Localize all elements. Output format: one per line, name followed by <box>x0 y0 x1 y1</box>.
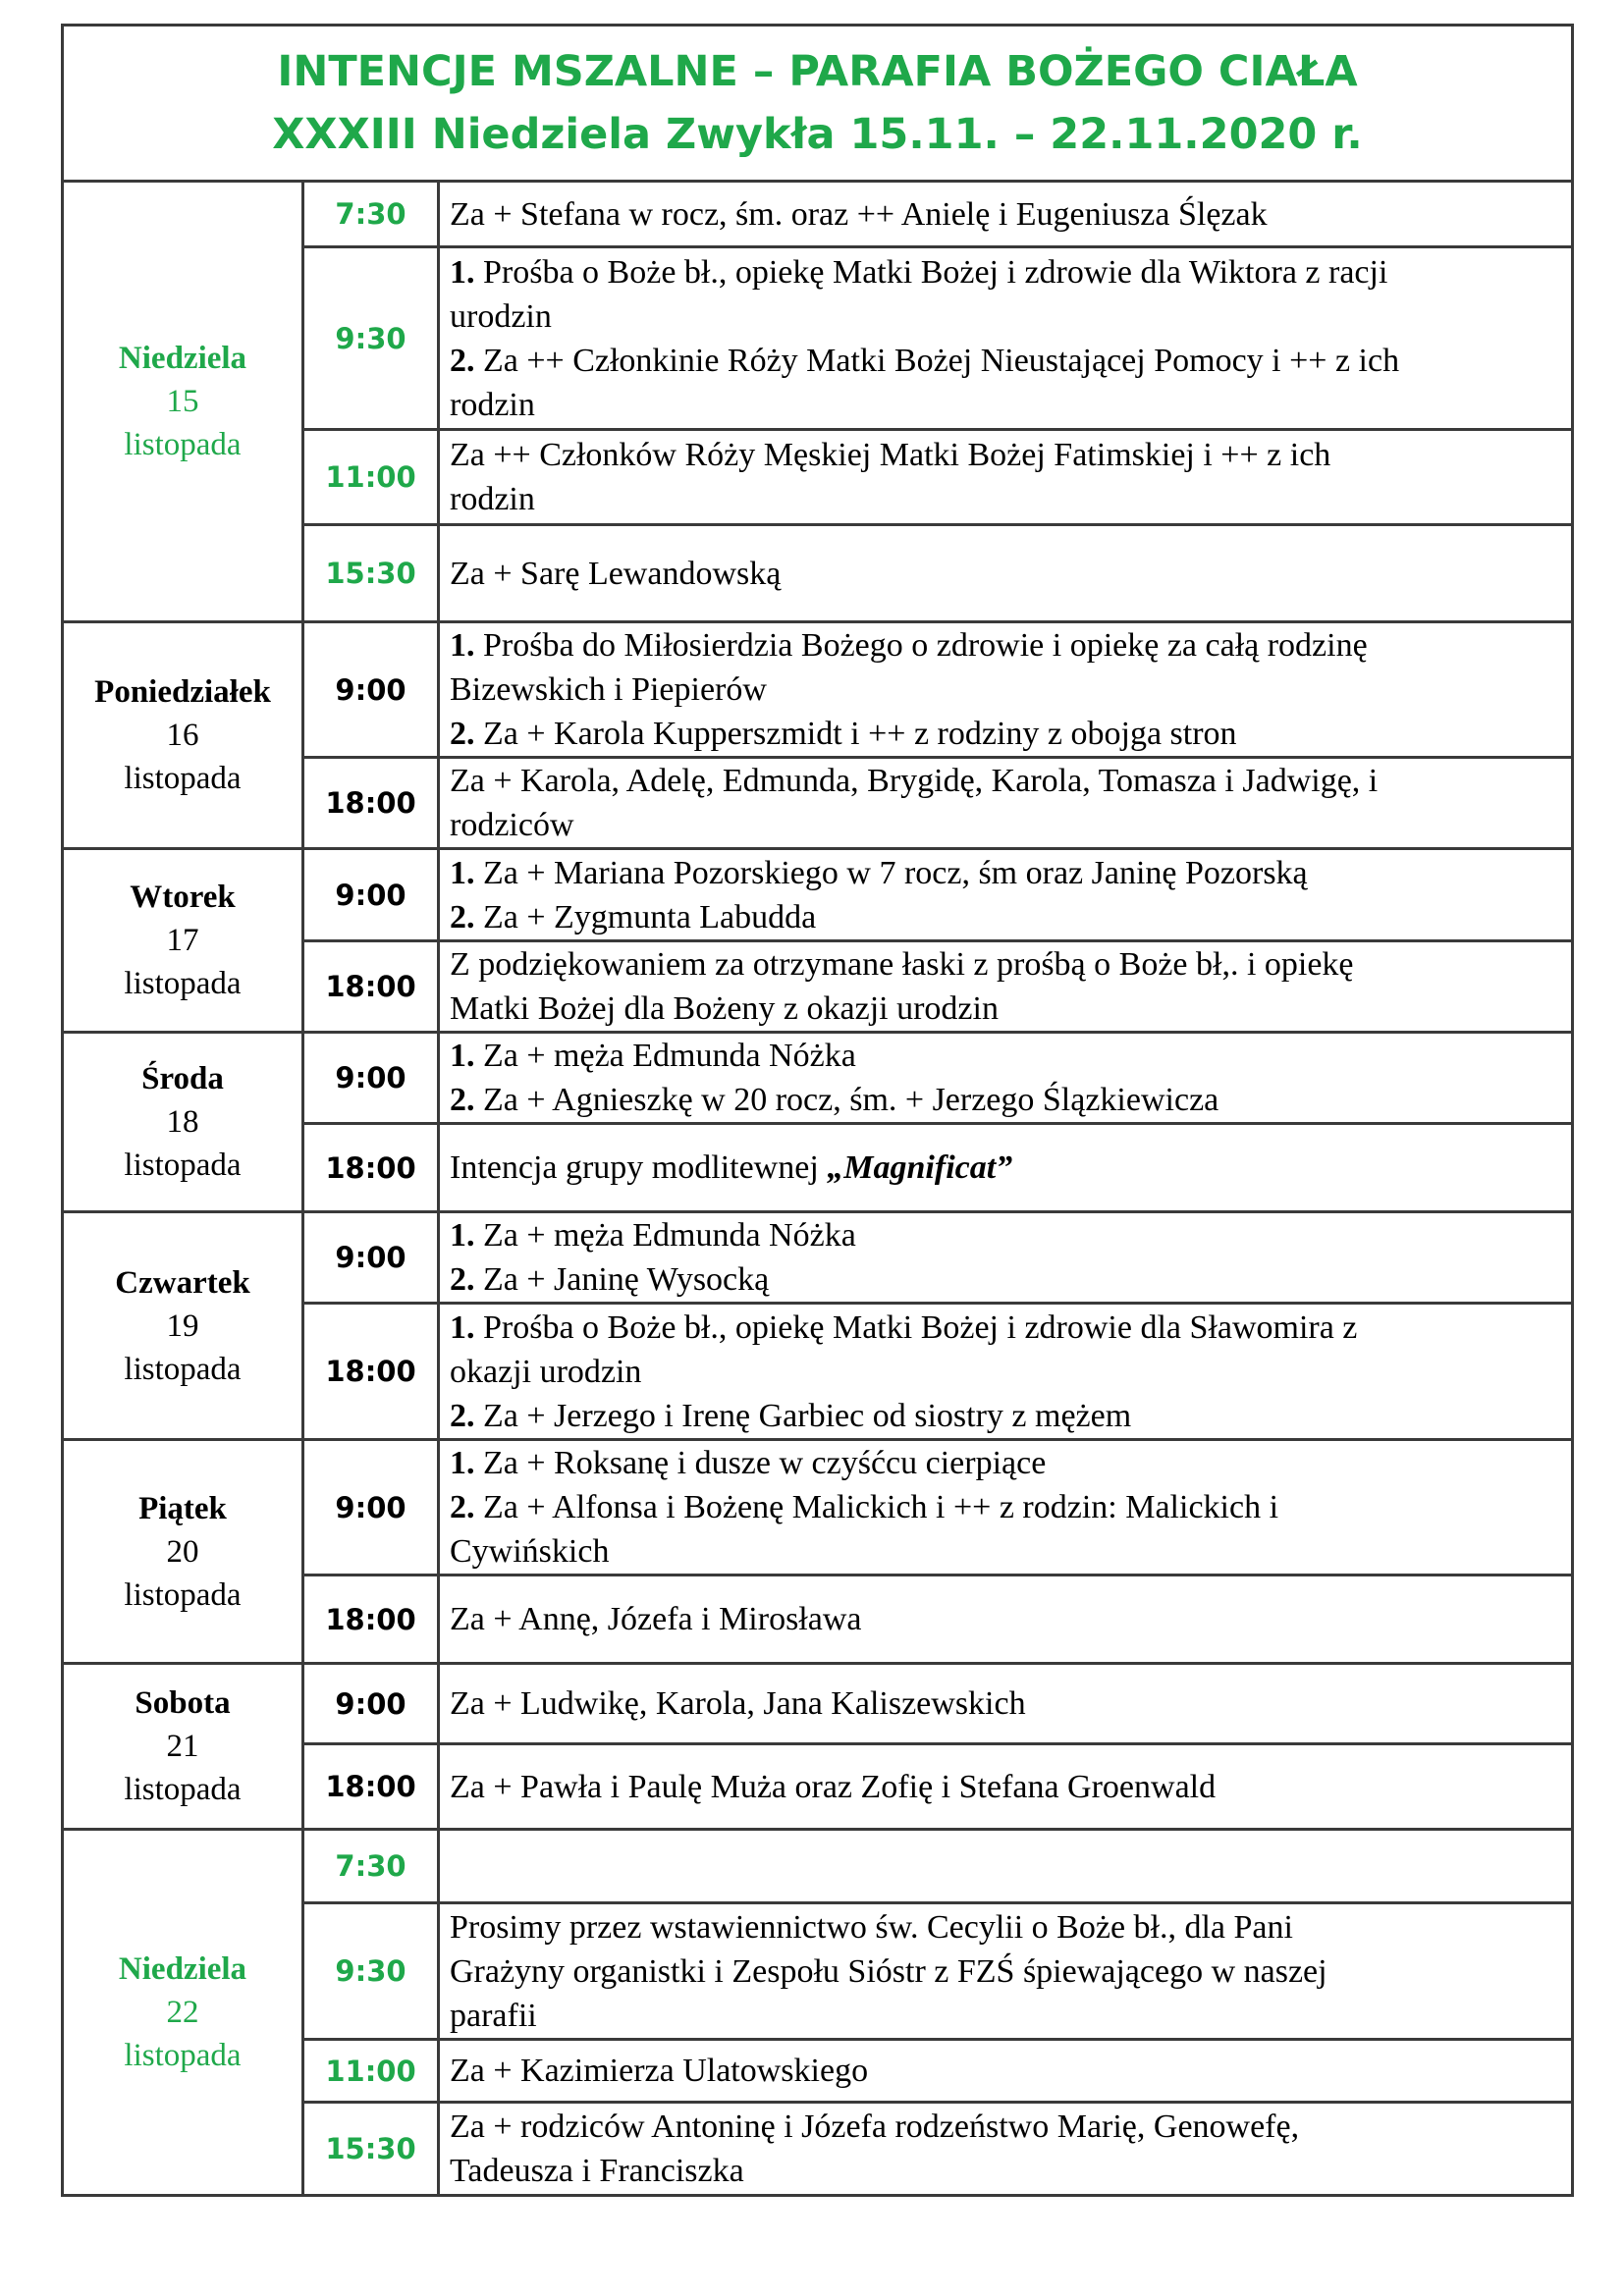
intention-cell <box>439 1033 1573 1124</box>
mass-time: 18:00 <box>303 1124 439 1212</box>
title-line-2: XXXIII Niedziela Zwykła 15.11. – 22.11.2020 r. <box>272 110 1363 159</box>
intention-line: Tadeusza i Franciszka <box>450 2153 744 2189</box>
intention-line: Za + Stefana w rocz, śm. oraz ++ Anielę i Eugeniusza Ślęzak <box>450 195 1268 233</box>
intention-number: 1. <box>450 1217 475 1254</box>
intention-cell <box>439 1903 1573 2040</box>
mass-time: 9:00 <box>303 1440 439 1575</box>
table-row <box>63 1830 1573 1903</box>
day-name: Czwartek <box>115 1264 250 1301</box>
intention-number: 2. <box>450 1261 475 1298</box>
intention-cell <box>439 182 1573 247</box>
intention-cell <box>439 2103 1573 2196</box>
table-row <box>63 622 1573 758</box>
intention-number: 2. <box>450 1489 475 1525</box>
intention-number: 1. <box>450 854 475 891</box>
intention-line: Za + Janinę Wysocką <box>483 1261 770 1298</box>
mass-time: 18:00 <box>303 941 439 1033</box>
mass-time: 9:00 <box>303 849 439 941</box>
intention-cell <box>439 1575 1573 1664</box>
intention-line: Prośba o Boże bł., opiekę Matki Bożej i zdrowie dla Wiktora z racji <box>483 253 1388 291</box>
intention-line: Prośba o Boże bł., opiekę Matki Bożej i zdrowie dla Sławomira z <box>483 1308 1358 1346</box>
day-cell-saturday-21 <box>63 1664 303 1830</box>
intentions-table <box>61 24 1574 2197</box>
intention-line: Intencja grupy modlitewnej <box>450 1149 819 1186</box>
intention-line: Za + Alfonsa i Bożenę Malickich i ++ z rodzin: Malickich i <box>483 1489 1279 1525</box>
mass-time: 7:30 <box>303 1830 439 1903</box>
intention-line: okazji urodzin <box>450 1353 642 1390</box>
intention-line: Grażyny organistki i Zespołu Sióstr z FZŚ śpiewającego w naszej <box>450 1952 1327 1990</box>
mass-time: 11:00 <box>303 2040 439 2103</box>
mass-time: 9:00 <box>303 622 439 758</box>
day-month: listopada <box>124 1576 242 1613</box>
day-cell-wednesday-18 <box>63 1033 303 1212</box>
day-name: Niedziela <box>118 1951 247 1987</box>
day-cell-friday-20 <box>63 1440 303 1664</box>
day-name: Poniedziałek <box>94 674 271 710</box>
day-date: 19 <box>166 1308 199 1344</box>
intention-line: Matki Bożej dla Bożeny z okazji urodzin <box>450 990 999 1027</box>
day-date: 18 <box>166 1104 199 1140</box>
day-name: Niedziela <box>118 341 247 376</box>
day-month: listopada <box>124 966 242 1001</box>
table-row <box>63 1212 1573 1304</box>
intention-line: Za + męża Edmunda Nóżka <box>483 1038 856 1074</box>
title-row <box>63 26 1573 182</box>
day-month: listopada <box>124 1772 242 1807</box>
intention-number: 1. <box>450 627 475 664</box>
intention-line: rodzin <box>450 386 535 423</box>
table-row <box>63 182 1573 247</box>
intention-line: Za + Zygmunta Labudda <box>483 898 817 935</box>
intention-line: Z podziękowaniem za otrzymane łaski z prośbą o Boże bł,. i opiekę <box>450 946 1354 983</box>
day-cell-thursday-19 <box>63 1212 303 1440</box>
intention-number: 2. <box>450 1397 475 1434</box>
intention-cell <box>439 758 1573 849</box>
day-cell-monday-16 <box>63 622 303 849</box>
day-cell-tuesday-17 <box>63 849 303 1033</box>
intention-cell <box>439 247 1573 430</box>
title-line-1: INTENCJE MSZALNE – PARAFIA BOŻEGO CIAŁA <box>277 47 1358 96</box>
day-month: listopada <box>124 1148 242 1183</box>
day-date: 16 <box>166 718 199 753</box>
intention-line: rodzin <box>450 481 535 517</box>
group-name: „Magnificat” <box>827 1149 1013 1186</box>
intention-cell <box>439 1744 1573 1830</box>
day-cell-sunday-22 <box>63 1830 303 2196</box>
intention-number: 1. <box>450 1445 475 1481</box>
intention-cell <box>439 849 1573 941</box>
mass-time: 7:30 <box>303 182 439 247</box>
mass-time: 18:00 <box>303 1575 439 1664</box>
intentions-sheet <box>61 24 1571 2197</box>
day-date: 20 <box>166 1533 199 1570</box>
intention-cell <box>439 1124 1573 1212</box>
day-name: Sobota <box>135 1685 231 1721</box>
intention-cell <box>439 525 1573 622</box>
intention-number: 2. <box>450 898 475 935</box>
intention-line: Za + Sarę Lewandowską <box>450 555 782 592</box>
mass-time: 11:00 <box>303 430 439 525</box>
intention-cell <box>439 1304 1573 1440</box>
intention-cell <box>439 1440 1573 1575</box>
day-name: Piątek <box>138 1490 227 1526</box>
page-title <box>63 26 1573 182</box>
table-row <box>63 1664 1573 1744</box>
intention-cell <box>439 622 1573 758</box>
mass-time: 15:30 <box>303 2103 439 2196</box>
intention-line: Za + Jerzego i Irenę Garbiec od siostry z mężem <box>483 1397 1132 1434</box>
intention-line: rodziców <box>450 807 574 843</box>
intention-line: Za + Roksanę i dusze w czyśćcu cierpiące <box>483 1445 1047 1481</box>
intention-line: urodzin <box>450 297 552 335</box>
table-row <box>63 1033 1573 1124</box>
mass-time: 18:00 <box>303 1744 439 1830</box>
day-cell-sunday-15 <box>63 182 303 622</box>
intention-line: Za + Pawła i Paulę Muża oraz Zofię i Stefana Groenwald <box>450 1768 1217 1805</box>
table-row <box>63 849 1573 941</box>
day-month: listopada <box>124 761 242 796</box>
intention-line: Za ++ Członkinie Róży Matki Bożej Nieustającej Pomocy i ++ z ich <box>483 342 1400 379</box>
intention-cell <box>439 1212 1573 1304</box>
intention-line: Za + Mariana Pozorskiego w 7 rocz, śm oraz Janinę Pozorską <box>483 854 1308 891</box>
mass-time: 9:00 <box>303 1033 439 1124</box>
day-name: Środa <box>141 1061 224 1096</box>
day-name: Wtorek <box>130 880 236 915</box>
intention-cell-empty <box>439 1830 1573 1903</box>
intention-line: Bizewskich i Piepierów <box>450 671 767 708</box>
mass-time: 18:00 <box>303 1304 439 1440</box>
intention-cell <box>439 430 1573 525</box>
mass-time: 9:00 <box>303 1664 439 1744</box>
intention-number: 2. <box>450 716 475 752</box>
intention-number: 1. <box>450 1308 475 1346</box>
intention-line: Prośba do Miłosierdzia Bożego o zdrowie i opiekę za całą rodzinę <box>483 627 1368 664</box>
table-row <box>63 1440 1573 1575</box>
intention-line: parafii <box>450 1997 537 2034</box>
intention-line: Za + Ludwikę, Karola, Jana Kaliszewskich <box>450 1685 1026 1722</box>
intention-line: Za + Annę, Józefa i Mirosława <box>450 1601 862 1637</box>
day-date: 21 <box>166 1729 199 1764</box>
day-month: listopada <box>124 2038 242 2073</box>
day-date: 17 <box>166 923 199 958</box>
intention-cell <box>439 1664 1573 1744</box>
day-date: 22 <box>166 1995 199 2030</box>
day-month: listopada <box>124 1351 242 1387</box>
intention-line: Za + rodziców Antoninę i Józefa rodzeństwo Marię, Genowefę, <box>450 2109 1300 2145</box>
mass-time: 18:00 <box>303 758 439 849</box>
intention-number: 2. <box>450 1082 475 1118</box>
intention-line: Za + Karola Kupperszmidt i ++ z rodziny z obojga stron <box>483 716 1237 752</box>
intention-line: Za + męża Edmunda Nóżka <box>483 1217 856 1254</box>
mass-time: 9:30 <box>303 1903 439 2040</box>
mass-time: 9:00 <box>303 1212 439 1304</box>
intention-number: 2. <box>450 342 475 379</box>
intention-line: Za ++ Członków Róży Męskiej Matki Bożej Fatimskiej i ++ z ich <box>450 437 1331 473</box>
intention-number: 1. <box>450 1038 475 1074</box>
intention-cell <box>439 2040 1573 2103</box>
day-date: 15 <box>166 384 199 419</box>
intention-cell <box>439 941 1573 1033</box>
day-month: listopada <box>124 427 242 462</box>
intention-line: Za + Karola, Adelę, Edmunda, Brygidę, Karola, Tomasza i Jadwigę, i <box>450 763 1379 799</box>
intention-number: 1. <box>450 253 475 291</box>
intention-line: Za + Agnieszkę w 20 rocz, śm. + Jerzego Ślązkiewicza <box>483 1082 1219 1118</box>
intention-line: Cywińskich <box>450 1533 610 1570</box>
intention-line: Prosimy przez wstawiennictwo św. Cecylii o Boże bł., dla Pani <box>450 1908 1293 1946</box>
mass-time: 9:30 <box>303 247 439 430</box>
mass-time: 15:30 <box>303 525 439 622</box>
intention-line: Za + Kazimierza Ulatowskiego <box>450 2053 869 2089</box>
